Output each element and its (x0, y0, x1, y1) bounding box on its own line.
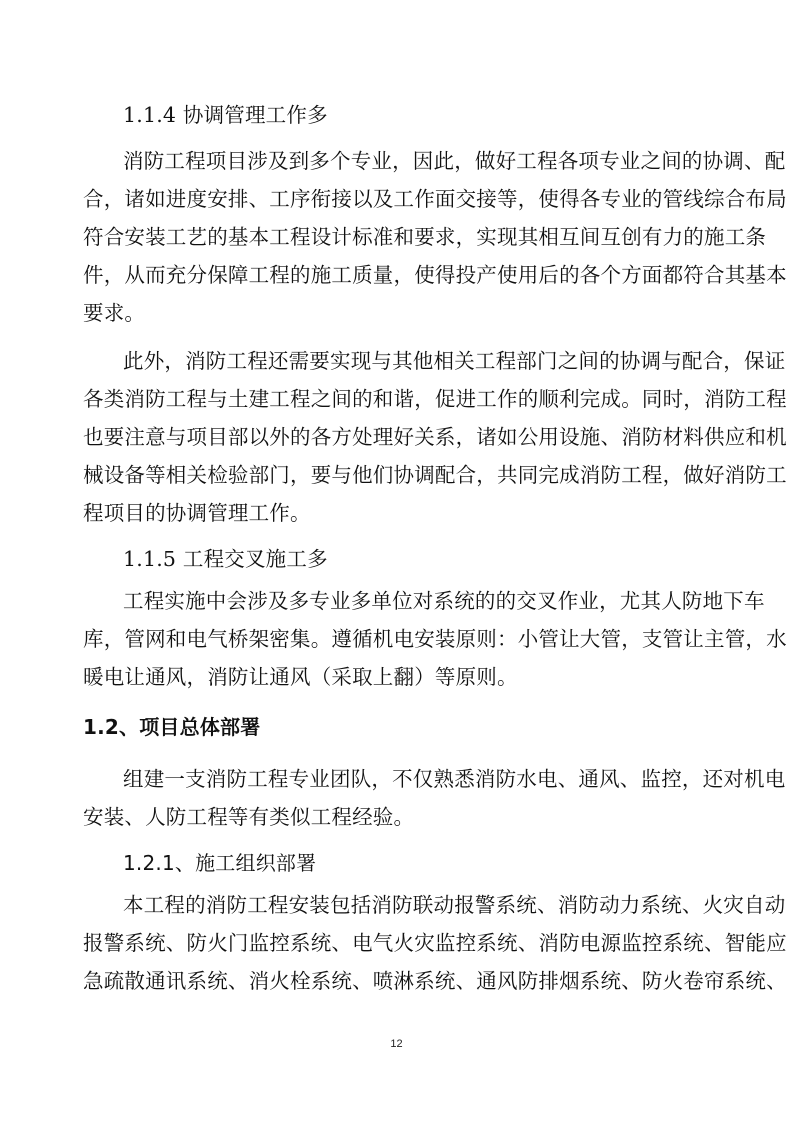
text-line: 报警系统、防火门监控系统、电气火灾监控系统、消防电源监控系统、智能应 (83, 931, 787, 955)
text-line: 合，诸如进度安排、工序衔接以及工作面交接等，使得各专业的管线综合布局 (83, 187, 787, 211)
paragraph-systems (83, 886, 787, 1000)
text-line: 库，管网和电气桥架密集。遵循机电安装原则：小管让大管，支管让主管，水 (83, 627, 787, 651)
text-line: 件，从而充分保障工程的施工质量，使得投产使用后的各个方面都符合其基本 (83, 263, 787, 287)
paragraph-cross-construction (83, 582, 787, 696)
text-line: 暖电让通风，消防让通风（采取上翻）等原则。 (83, 665, 518, 689)
page-number: 12 (390, 1038, 403, 1050)
text-line: 安装、人防工程等有类似工程经验。 (83, 805, 415, 829)
paragraph-coordination (83, 142, 787, 332)
text-line: 各类消防工程与土建工程之间的和谐，促进工作的顺利完成。同时，消防工程 (83, 387, 787, 411)
text-line: 本工程的消防工程安装包括消防联动报警系统、消防动力系统、火灾自动 (123, 893, 786, 917)
text-line: 急疏散通讯系统、消火栓系统、喷淋系统、通风防排烟系统、防火卷帘系统、 (83, 969, 787, 993)
text-line: 也要注意与项目部以外的各方处理好关系，诸如公用设施、消防材料供应和机 (83, 425, 787, 449)
paragraph-team (83, 760, 786, 836)
text-line: 符合安装工艺的基本工程设计标准和要求，实现其相互间互创有力的施工条 (83, 225, 767, 249)
text-line: 消防工程项目涉及到多个专业，因此，做好工程各项专业之间的协调、配 (123, 149, 786, 173)
text-line: 程项目的协调管理工作。 (83, 501, 311, 525)
heading-1-1-5: 1.1.5 工程交叉施工多 (123, 547, 328, 571)
page-content (83, 96, 787, 1000)
text-line: 组建一支消防工程专业团队，不仅熟悉消防水电、通风、监控，还对机电 (123, 767, 786, 791)
heading-1-1-4: 1.1.4 协调管理工作多 (123, 103, 328, 127)
paragraph-external-coordination (83, 342, 787, 532)
text-line: 械设备等相关检验部门，要与他们协调配合，共同完成消防工程，做好消防工 (83, 463, 787, 487)
heading-1-2-1: 1.2.1、施工组织部署 (123, 851, 317, 875)
text-line: 此外，消防工程还需要实现与其他相关工程部门之间的协调与配合，保证 (123, 349, 786, 373)
text-line: 工程实施中会涉及多专业多单位对系统的的交叉作业，尤其人防地下车 (123, 589, 765, 613)
text-line: 要求。 (83, 301, 146, 325)
heading-1-2: 1.2、项目总体部署 (83, 715, 261, 739)
